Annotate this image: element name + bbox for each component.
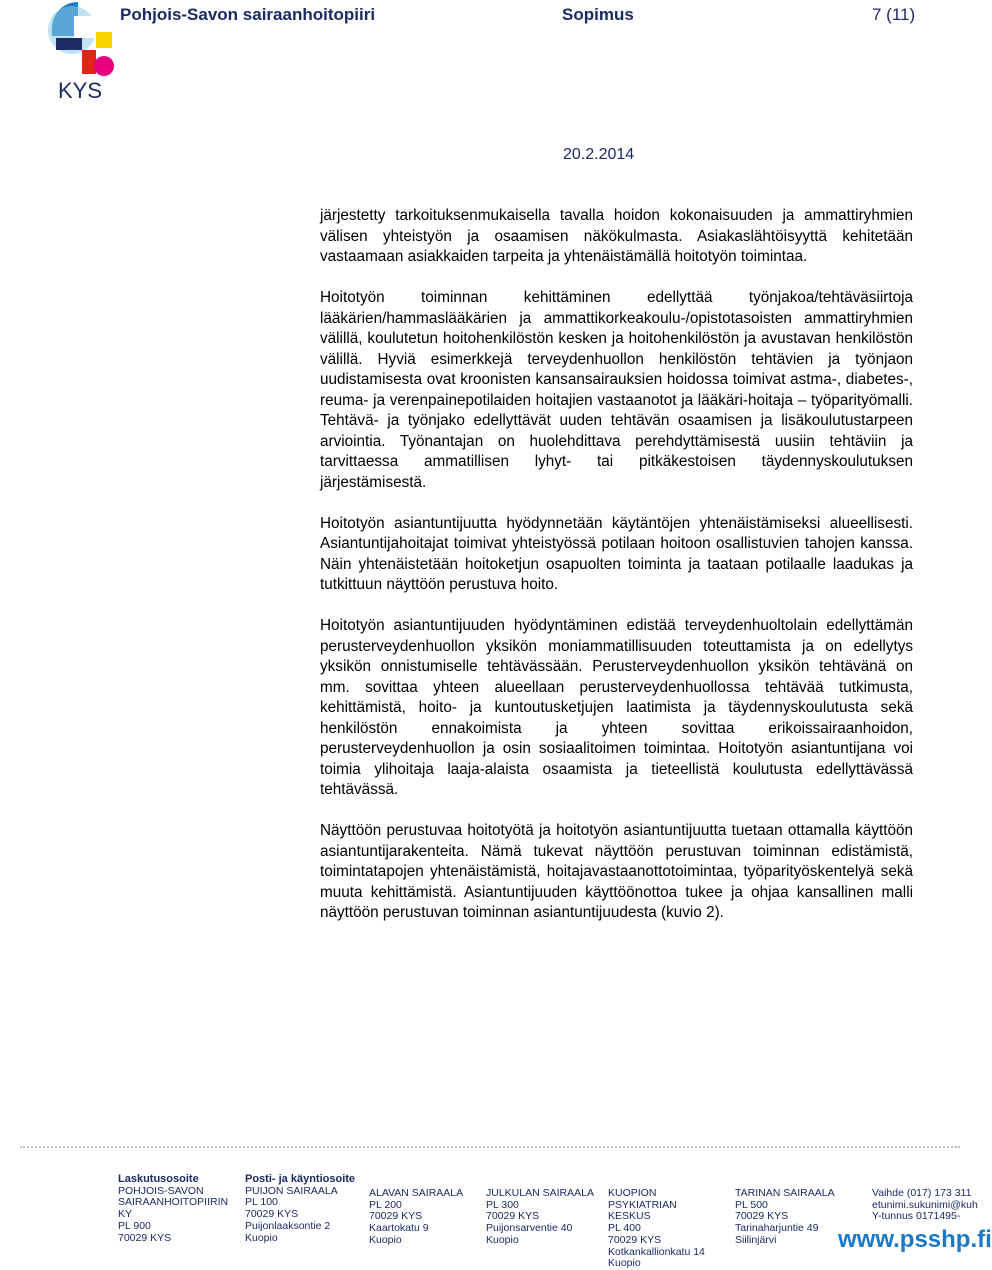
footer-line: SAIRAANHOITOPIIRIN xyxy=(118,1196,229,1209)
footer-line: PSYKIATRIAN xyxy=(608,1198,677,1211)
footer-line: Vaihde (017) 173 311 xyxy=(872,1187,972,1199)
paragraph: Näyttöön perustuvaa hoitotyötä ja hoitotyön asiantuntijuutta tuetaan ottamalla käyttöön asiantuntijarakenteita. Nämä tukevat näyttöön perustuvan toiminnan edistämistä, toimintatapojen yhtenäistämistä, hoitajavastaanottotoimintaa, työparityöskentelyä sekä muuta kehittämistä. Asiantuntijuuden käyttöönottoa tukee ja ohjaa kansallinen malli näyttöön perustuvan toiminnan asiantuntijuudesta (kuvio 2). xyxy=(320,822,913,921)
header-date: 20.2.2014 xyxy=(563,146,635,163)
footer-line: Tarinaharjuntie 49 xyxy=(735,1222,819,1235)
footer-line: KESKUS xyxy=(608,1210,651,1223)
footer-line: 70029 KYS xyxy=(118,1231,172,1244)
paragraph: Hoitotyön asiantuntijuuden hyödyntäminen edistää terveydenhuoltolain edellyttämän perusterveydenhuollon yksikön moniammatillisuuden toteuttamista ja on edellytys yksikön onnistumiselle tehtävässään. Perusterveydenhuollon yksikön tehtävänä on mm. sovittaa yhteen alueellaan perusterveydenhuollossa tehtävää tutkimusta, kehittämistä, hoito- ja kuntoutusketjujen laatimista ja täydennyskoulutusta sekä henkilöstön ennakoimista ja yhteen sovittaa erikoissairaanhoidon, perusterveydenhuollon ja osin sosiaalitoimen toimintaa. Hoitotyön asiantuntijana voi toimia ylihoitaja laaja-alaista osaamista ja tieteellistä koulutusta edellyttävässä tehtävässä. xyxy=(320,617,913,798)
kys-logo xyxy=(44,2,116,104)
footer-line: TARINAN SAIRAALA xyxy=(735,1187,835,1199)
footer-line: 70029 KYS xyxy=(735,1210,789,1223)
footer-line: Kotkankallionkatu 14 xyxy=(608,1245,705,1258)
footer-line: PL 200 xyxy=(369,1198,402,1211)
footer-postal-address xyxy=(245,1174,355,1244)
footer-line: KUOPION xyxy=(608,1187,657,1199)
footer-line: Puijonlaaksontie 2 xyxy=(245,1219,331,1232)
footer-line: POHJOIS-SAVON xyxy=(118,1184,204,1197)
footer-line: 70029 KYS xyxy=(486,1210,540,1223)
footer-line: PL 500 xyxy=(735,1198,768,1211)
footer-line: PL 400 xyxy=(608,1222,641,1235)
footer-line: Y-tunnus 0171495- xyxy=(872,1210,961,1223)
footer-line: Kuopio xyxy=(608,1257,641,1270)
footer-line: PUIJON SAIRAALA xyxy=(245,1184,338,1197)
footer-website: www.psshp.fi xyxy=(838,1226,992,1253)
logo-text: KYS xyxy=(57,78,103,103)
footer-line: PL 300 xyxy=(486,1198,519,1211)
footer-line: JULKULAN SAIRAALA xyxy=(486,1187,594,1199)
footer-contact xyxy=(872,1188,978,1223)
header-document-type: Sopimus xyxy=(562,5,634,24)
footer-line: KY xyxy=(118,1208,133,1221)
header-page-number: 7 (11) xyxy=(872,5,916,24)
footer-kuopio-psychiatry xyxy=(608,1188,705,1270)
paragraph: järjestetty tarkoituksenmukaisella tavalla hoidon kokonaisuuden ja ammattiryhmien välisen yhteistyön ja osaamisen näkökulmasta. Asiakaslähtöisyyttä kehitetään vastaamaan asiakkaiden tarpeita ja yhtenäistämällä hoitotyön toimintaa. xyxy=(320,207,913,265)
footer-alava-hospital xyxy=(369,1188,463,1247)
footer-line: PL 100 xyxy=(245,1196,278,1209)
footer-divider xyxy=(20,1146,960,1154)
footer-line: Kaartokatu 9 xyxy=(369,1222,429,1235)
footer-line: PL 900 xyxy=(118,1219,151,1232)
document-body xyxy=(320,206,913,944)
footer-line: Kuopio xyxy=(369,1233,402,1246)
footer-line: Kuopio xyxy=(486,1233,519,1246)
footer-tarina-hospital xyxy=(735,1188,835,1247)
footer-line: 70029 KYS xyxy=(608,1233,662,1246)
header-organization: Pohjois-Savon sairaanhoitopiiri xyxy=(120,5,376,24)
footer-line: Siilinjärvi xyxy=(735,1233,777,1246)
paragraph: Hoitotyön asiantuntijuutta hyödynnetään käytäntöjen yhtenäistämiseksi alueellisesti. Asiantuntijahoitajat toimivat yhteistyössä potilaan hoitoon osallistuvien tahojen kanssa. Näin yhtenäistetään hoitoketjun osapuolten toiminta ja taataan potilaalle laadukas ja tutkittuun näyttöön perustuva hoito. xyxy=(320,514,913,593)
kys-logo-graphic xyxy=(44,2,116,78)
footer-heading: Laskutusosoite xyxy=(118,1173,199,1185)
footer-heading: Posti- ja käyntiosoite xyxy=(245,1173,356,1185)
footer-line: Kuopio xyxy=(245,1231,278,1244)
footer-billing-address xyxy=(118,1174,228,1244)
footer-line: etunimi.sukunimi@kuh xyxy=(872,1198,978,1211)
footer-line: Puijonsarventie 40 xyxy=(486,1222,573,1235)
footer-julkula-hospital xyxy=(486,1188,594,1247)
footer-line: 70029 KYS xyxy=(369,1210,423,1223)
footer-line: ALAVAN SAIRAALA xyxy=(369,1187,464,1199)
footer-line: 70029 KYS xyxy=(245,1208,299,1221)
paragraph: Hoitotyön toiminnan kehittäminen edellyttää työnjakoa/tehtäväsiirtoja lääkärien/hammaslääkärien ja ammattikorkeakoulu-/opistotasoisten ammattiryhmien välillä, koulutetun hoitohenkilöstön kesken ja hoitohenkilöstön ja avustavan henkilöstön välillä. Hyviä esimerkkejä terveydenhuollon henkilöstön tehtävien ja työnjaon uudistamisesta ovat kroonisten kansansairauksien hoidossa toimivat astma-, diabetes-, reuma- ja verenpainepotilaiden hoitajien vastaanotot ja lääkäri-hoitaja – työparityömalli. Tehtävä- ja työnjako edellyttävät uuden tehtävän osaamisen ja lisäkoulutustarpeen arviointia. Työnantajan on huolehdittava perehdyttämisestä uusiin tehtäviin ja tarvittaessa ammatillisen lyhyt- tai pitkäkestoisen täydennyskoulutuksen järjestämisestä. xyxy=(320,289,913,491)
